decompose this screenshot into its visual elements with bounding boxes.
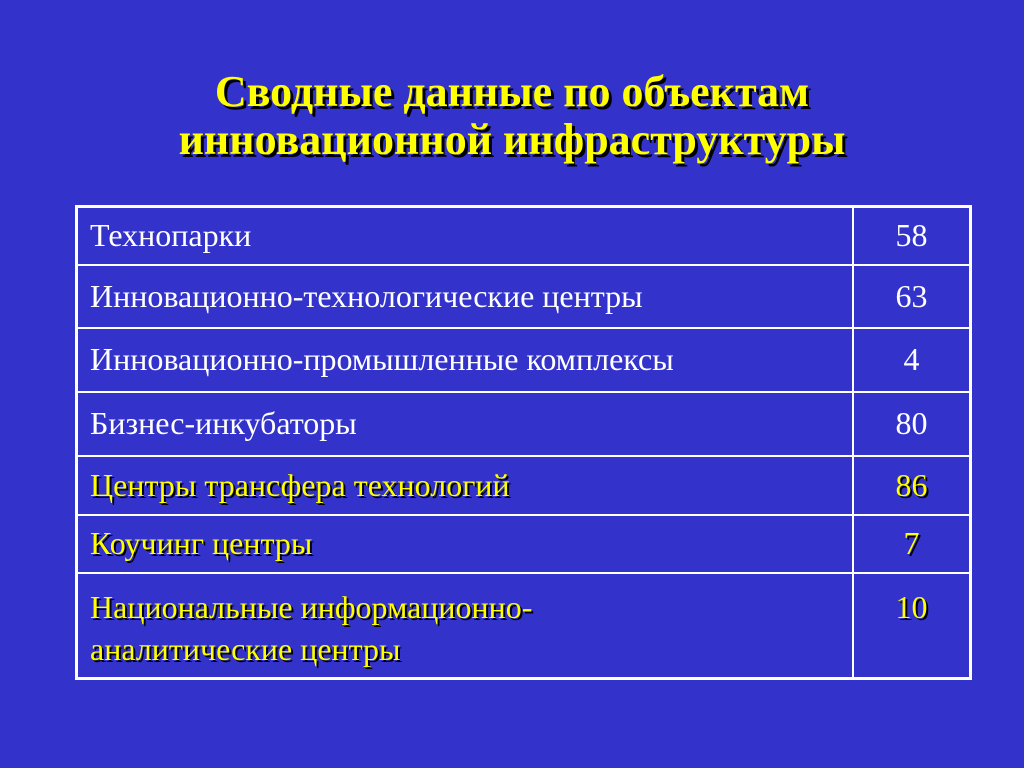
row-value: 7 <box>853 515 971 573</box>
row-label <box>77 573 854 679</box>
row-value: 10 <box>853 573 971 679</box>
row-label: Инновационно-промышленные комплексы <box>77 328 854 392</box>
table-row <box>77 207 971 265</box>
row-label-line2: аналитические центры <box>90 630 401 667</box>
row-label: Бизнес-инкубаторы <box>77 392 854 456</box>
row-value: 63 <box>853 265 971 328</box>
row-label: Технопарки <box>77 207 854 265</box>
row-value: 86 <box>853 456 971 515</box>
table-row <box>77 265 971 328</box>
row-value: 4 <box>853 328 971 392</box>
row-value: 58 <box>853 207 971 265</box>
table-row <box>77 456 971 515</box>
row-label: Центры трансфера технологий <box>77 456 854 515</box>
row-label: Инновационно-технологические центры <box>77 265 854 328</box>
row-label: Коучинг центры <box>77 515 854 573</box>
slide-title <box>0 68 1024 164</box>
slide-title-line1: Сводные данные по объектам <box>214 67 810 116</box>
table-row <box>77 392 971 456</box>
row-value: 80 <box>853 392 971 456</box>
table-row <box>77 573 971 679</box>
row-label-line1: Национальные информационно- <box>90 588 533 625</box>
table-row <box>77 515 971 573</box>
table-row <box>77 328 971 392</box>
slide-title-line2: инновационной инфраструктуры <box>178 115 846 164</box>
infrastructure-table <box>75 205 972 680</box>
